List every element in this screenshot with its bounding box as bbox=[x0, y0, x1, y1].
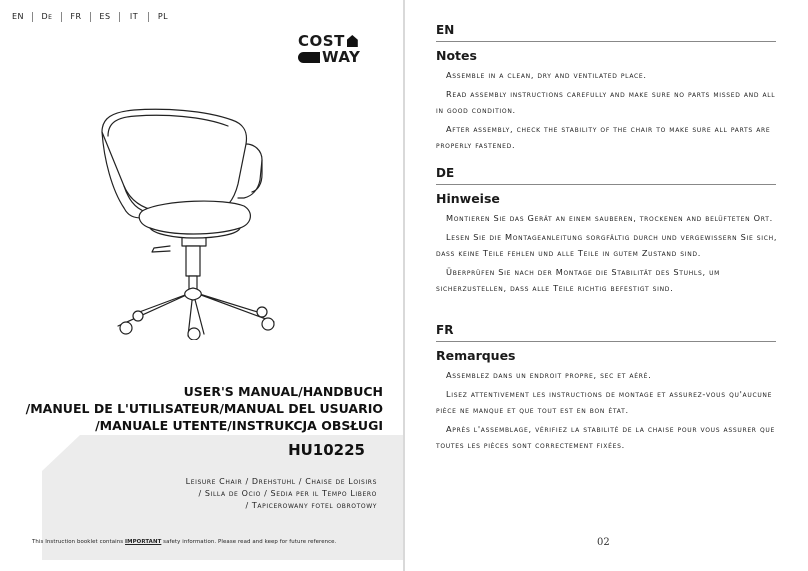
section-en bbox=[436, 23, 781, 153]
language-tabs bbox=[4, 12, 177, 22]
logo-text-cost: COST bbox=[298, 32, 345, 50]
logo-pill-shape bbox=[298, 52, 320, 63]
section-rule bbox=[436, 41, 776, 42]
section-code: DE bbox=[436, 166, 455, 180]
chair-illustration bbox=[94, 100, 294, 340]
notice-important: IMPORTANT bbox=[125, 539, 162, 545]
notice-text-after: safety information. Please read and keep for future reference. bbox=[161, 539, 337, 545]
section-de bbox=[436, 166, 781, 296]
section-paragraph: Montieren Sie das Gerät an einem sauberen, trockenen and belüfteten Ort. bbox=[446, 213, 773, 223]
lang-tab-de[interactable]: De bbox=[33, 12, 62, 22]
section-rule bbox=[436, 341, 776, 342]
section-paragraph: Überprüfen Sie nach der Montage die Stabilität des Stuhls, um sicherzustellen, dass alle Teile richtig befestigt sind. bbox=[436, 267, 721, 293]
section-rule bbox=[436, 184, 776, 185]
section-paragraph: Assemblez dans un endroit propre, sec et aéré. bbox=[446, 370, 652, 380]
description-line-1: Leisure Chair / Drehstuhl / Chaise de Loisirs bbox=[185, 477, 377, 486]
lang-tab-en[interactable]: EN bbox=[4, 12, 33, 22]
manual-titles bbox=[26, 383, 383, 434]
lang-tab-it[interactable]: IT bbox=[120, 12, 149, 22]
lang-tab-es[interactable]: ES bbox=[91, 12, 120, 22]
lang-tab-fr[interactable]: FR bbox=[62, 12, 91, 22]
description-line-2: / Silla de Ocio / Sedia per il Tempo Libero bbox=[198, 489, 377, 498]
notice-text-before: This Instruction booklet contains bbox=[32, 539, 126, 545]
section-paragraph: Assemble in a clean, dry and ventilated place. bbox=[446, 70, 647, 80]
cover-page bbox=[0, 0, 403, 571]
page-number: 02 bbox=[597, 537, 610, 548]
section-heading: Remarques bbox=[436, 348, 516, 363]
section-fr bbox=[436, 323, 781, 453]
product-description bbox=[186, 476, 377, 512]
lang-tab-pl[interactable]: PL bbox=[157, 12, 169, 21]
section-paragraph: Lesen Sie die Montageanleitung sorgfältig durch und vergewissern Sie sich, dass keine Teile fehlen und alle Teile in gutem Zustand sind. bbox=[436, 232, 778, 258]
section-paragraph: After assembly, check the stability of the chair to make sure all parts are properly fastened. bbox=[436, 124, 771, 150]
logo-text-way: WAY bbox=[322, 48, 361, 66]
section-paragraph: Read assembly instructions carefully and make sure no parts missed and all in good condition. bbox=[436, 89, 776, 115]
notes-page bbox=[405, 0, 808, 571]
house-icon bbox=[347, 35, 358, 47]
safety-notice bbox=[32, 539, 372, 545]
manual-title-line-2: /MANUEL DE L'UTILISATEUR/MANUAL DEL USUARIO bbox=[25, 401, 383, 416]
manual-title-line-1: USER'S MANUAL/HANDBUCH bbox=[183, 384, 383, 399]
manual-title-line-3: /MANUALE UTENTE/INSTRUKCJA OBSŁUGI bbox=[95, 418, 383, 433]
section-heading: Hinweise bbox=[436, 191, 500, 206]
section-heading: Notes bbox=[436, 48, 477, 63]
section-code: FR bbox=[436, 323, 454, 337]
model-number: HU10225 bbox=[288, 441, 365, 459]
section-code: EN bbox=[436, 23, 455, 37]
section-paragraph: Après l'assemblage, vérifiez la stabilité de la chaise pour vous assurer que toutes les pièces sont correctement fixées. bbox=[436, 424, 775, 450]
brand-logo bbox=[298, 33, 372, 65]
description-line-3: / Tapicerowany fotel obrotowy bbox=[245, 501, 377, 510]
section-paragraph: Lisez attentivement les instructions de montage et assurez-vous qu'aucune pièce ne manque et que tout est en bon état. bbox=[436, 389, 773, 415]
